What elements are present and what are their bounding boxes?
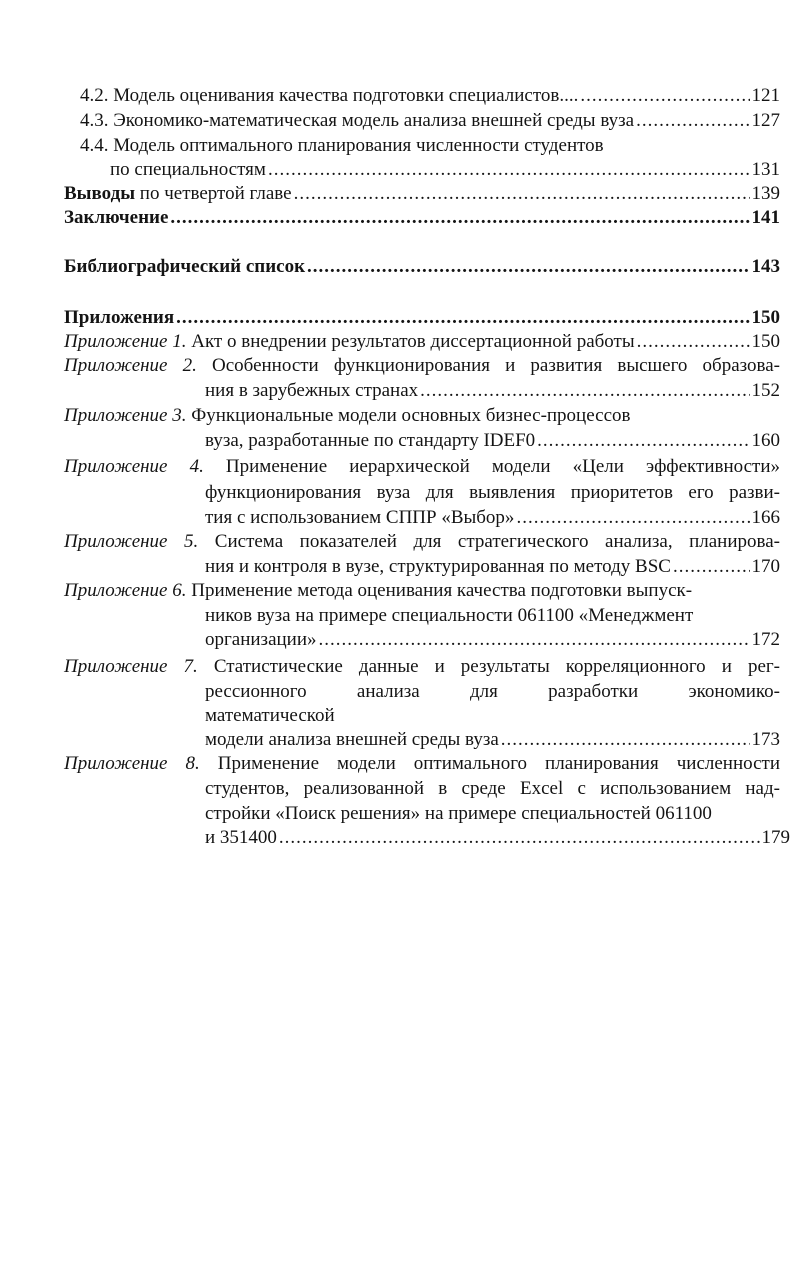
appendix-title: Система показателей для стратегического анализа, планирова- (198, 531, 781, 552)
toc-entry-4-4 (110, 158, 780, 182)
toc-entry-title: Приложения (64, 307, 175, 328)
page-number: 127 (751, 110, 780, 131)
toc-entry-4-4-line1: 4.4. Модель оптимального планирования численности студентов (80, 135, 604, 156)
page-number: 160 (751, 430, 780, 451)
page-number: 179 (761, 827, 790, 848)
toc-entry-appendix-8-line2: студентов, реализованной в среде Excel с использованием над- (205, 778, 780, 799)
appendix-title: Применение метода оценивания качества подготовки выпуск- (186, 580, 693, 601)
appendix-label: Приложение 1. (64, 331, 187, 352)
toc-entry-appendix-4 (205, 506, 780, 530)
appendix-title-cont: организации» (205, 629, 317, 650)
toc-entry-appendix-4-line1 (64, 455, 780, 479)
toc-entry-appendix-4-line2: функционирования вуза для выявления приоритетов его разви- (205, 482, 780, 503)
dot-leader (170, 206, 749, 230)
dot-leader (268, 158, 750, 182)
toc-entry-title-wrap (64, 182, 292, 206)
appendix-title: Статистические данные и результаты корреляционного и рег- (197, 656, 781, 677)
toc-entry-title: Библиографический список (64, 256, 306, 277)
toc-entry-appendix-3-line1 (64, 404, 630, 428)
toc-entry-appendix-6 (205, 628, 780, 652)
dot-leader (637, 330, 750, 354)
toc-entry-appendix-7-line1 (64, 655, 780, 679)
toc-entry-title: 4.3. Экономико-математическая модель анализа внешней среды вуза (80, 110, 635, 131)
dot-leader (279, 826, 760, 850)
appendix-title: Функциональные модели основных бизнес-процессов (186, 405, 631, 426)
toc-entry-appendix-8-line3: стройки «Поиск решения» на примере специальностей 061100 (205, 803, 712, 824)
toc-entry-appendix-5 (205, 555, 780, 579)
appendix-label: Приложение 7. (64, 656, 198, 677)
page-number: 139 (751, 183, 780, 204)
dot-leader (673, 555, 750, 579)
toc-entry-appendix-8-line1 (64, 752, 780, 776)
appendix-title: Особенности функционирования и развития высшего образова- (196, 355, 781, 376)
toc-entry-appendices (64, 306, 780, 330)
appendix-title: Применение иерархической модели «Цели эффективности» (203, 456, 781, 477)
page-number: 152 (751, 380, 780, 401)
page-number: 150 (751, 331, 780, 352)
dot-leader (580, 84, 749, 108)
toc-entry-title: 4.2. Модель оценивания качества подготовки специалистов.... (80, 85, 579, 106)
toc-entry-appendix-5-line1 (64, 530, 780, 554)
dot-leader (516, 506, 749, 530)
page-number: 172 (751, 629, 780, 650)
appendix-label: Приложение 3. (64, 405, 187, 426)
appendix-label: Приложение 2. (64, 355, 197, 376)
dot-leader (319, 628, 750, 652)
toc-entry-appendix-3 (205, 429, 780, 453)
page-number: 166 (751, 507, 780, 528)
appendix-label: Приложение 4. (64, 456, 204, 477)
appendix-title-cont: ния и контроля в вузе, структурированная по методу BSC (205, 556, 671, 577)
appendix-title: Акт о внедрении результатов диссертационной работы (186, 331, 635, 352)
toc-entry-conclusion (64, 206, 780, 230)
appendix-title-cont: вуза, разработанные по стандарту IDEF0 (205, 430, 536, 451)
page-number: 131 (751, 159, 780, 180)
dot-leader (294, 182, 750, 206)
dot-leader (420, 379, 749, 403)
toc-entry-appendix-1 (64, 330, 780, 354)
appendix-label: Приложение 6. (64, 580, 187, 601)
toc-entry-title-rest: по четвертой главе (135, 183, 292, 204)
page-number: 173 (751, 729, 780, 750)
toc-entry-title: по специальностям (110, 159, 266, 180)
toc-entry-4-2 (80, 84, 780, 108)
toc-entry-appendix-8 (205, 826, 790, 850)
page-number: 170 (751, 556, 780, 577)
appendix-label: Приложение 5. (64, 531, 199, 552)
toc-entry-appendix-7-line2: рессионного анализа для разработки экономико- (205, 681, 780, 702)
dot-leader (176, 306, 749, 330)
page-number: 143 (751, 256, 780, 277)
page-number: 150 (751, 307, 780, 328)
appendix-title: Применение модели оптимального планирования численности (199, 753, 781, 774)
toc-entry-appendix-2-line1 (64, 354, 780, 378)
dot-leader (537, 429, 749, 453)
page-number: 141 (751, 207, 780, 228)
appendix-title-cont: модели анализа внешней среды вуза (205, 729, 499, 750)
dot-leader (307, 255, 749, 279)
toc-entry-title-wrap (64, 330, 635, 354)
toc-entry-appendix-6-line1 (64, 579, 692, 603)
toc-entry-title-bold: Выводы (64, 183, 136, 204)
toc-entry-appendix-6-line2: ников вуза на примере специальности 061100 «Менеджмент (205, 605, 694, 626)
toc-entry-4-3 (80, 109, 780, 133)
toc-entry-appendix-7 (205, 728, 780, 752)
dot-leader (636, 109, 749, 133)
appendix-label: Приложение 8. (64, 753, 200, 774)
appendix-title-cont: тия с использованием СППР «Выбор» (205, 507, 515, 528)
toc-entry-appendix-2 (205, 379, 780, 403)
page-number: 121 (751, 85, 780, 106)
toc-entry-appendix-7-line3: математической (205, 705, 335, 726)
appendix-title-cont: ния в зарубежных странах (205, 380, 419, 401)
toc-entry-title: Заключение (64, 207, 169, 228)
toc-entry-conclusions-4 (64, 182, 780, 206)
appendix-title-cont: и 351400 (205, 827, 277, 848)
toc-entry-bibliography (64, 255, 780, 279)
dot-leader (501, 728, 750, 752)
